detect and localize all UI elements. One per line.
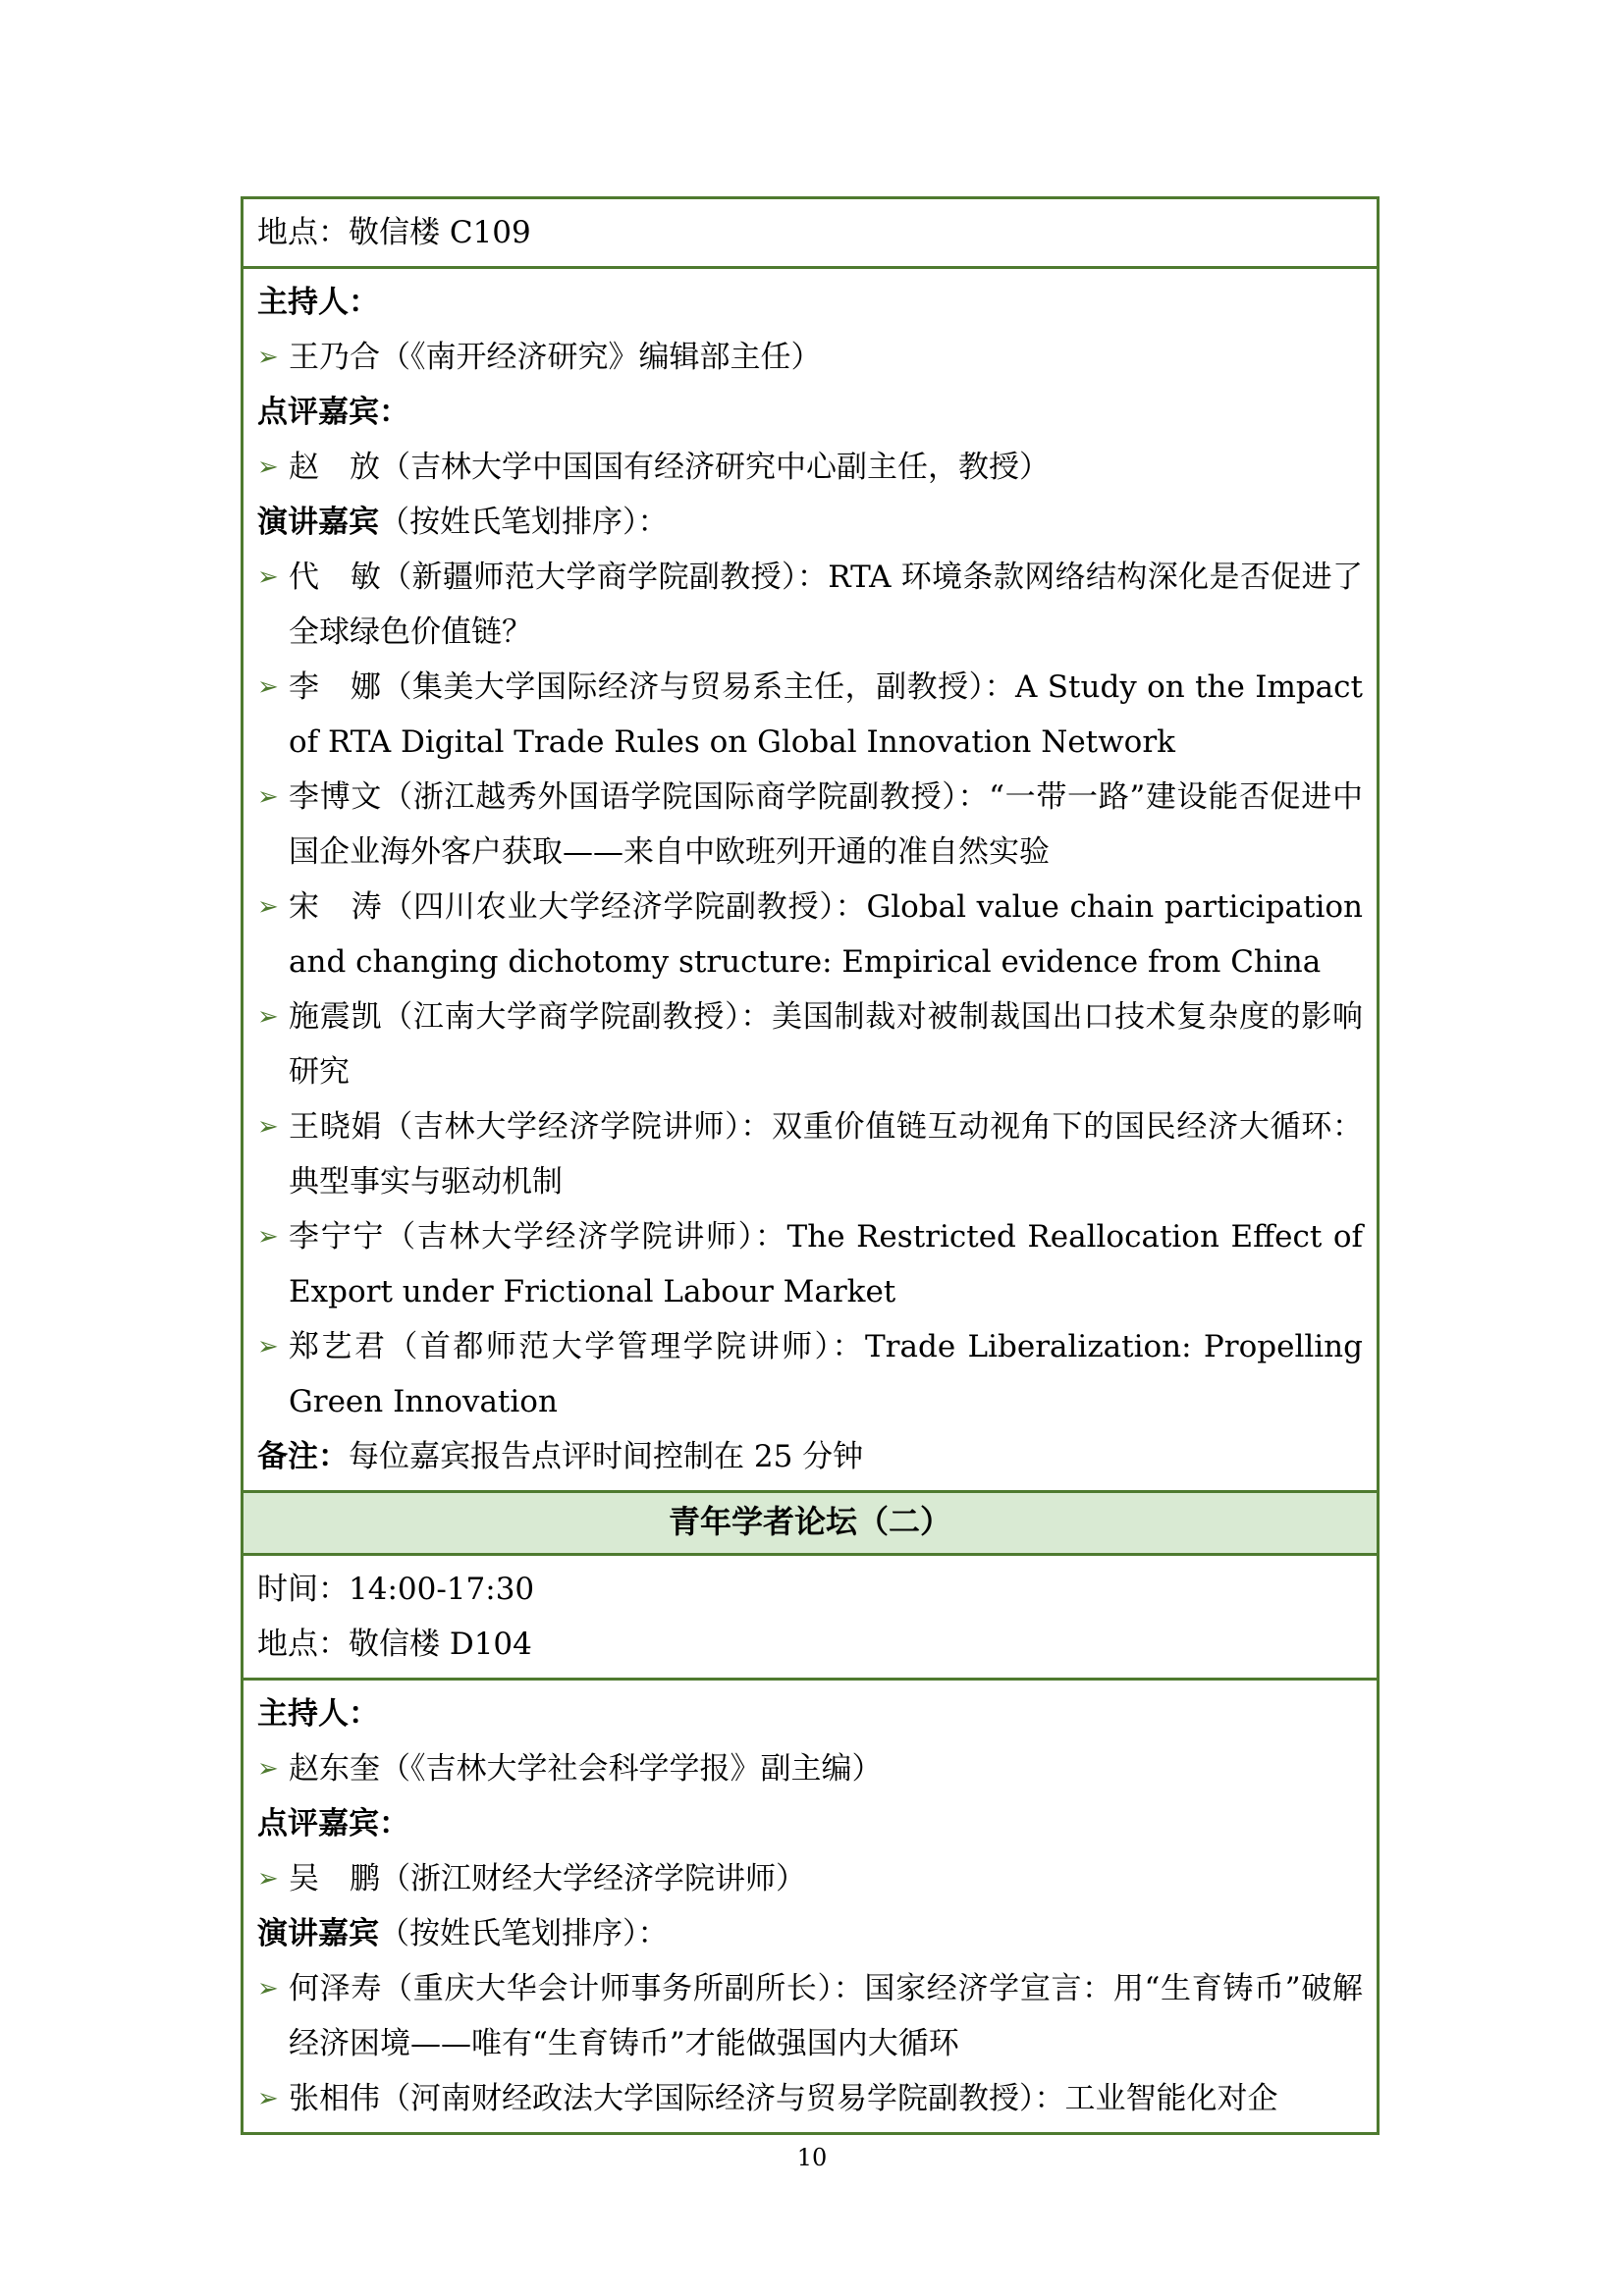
speaker-item bbox=[257, 989, 1363, 1099]
arrow-bullet-icon: ➢ bbox=[257, 672, 279, 702]
page-number: 10 bbox=[796, 2144, 828, 2171]
speaker-item bbox=[257, 550, 1363, 660]
session2-location: 地点：敬信楼 D104 bbox=[257, 1627, 532, 1662]
speakers-heading bbox=[257, 1906, 1363, 1961]
arrow-bullet-icon: ➢ bbox=[257, 1002, 279, 1032]
speaker-text: 王晓娟（吉林大学经济学院讲师）：双重价值链互动视角下的国民经济大循环：典型事实与驱动机制 bbox=[289, 1109, 1363, 1200]
arrow-bullet-icon: ➢ bbox=[257, 2084, 279, 2113]
speaker-item bbox=[257, 2071, 1363, 2126]
commentator-text: 赵 放（吉林大学中国国有经济研究中心副主任，教授） bbox=[289, 450, 1050, 485]
arrow-bullet-icon: ➢ bbox=[257, 343, 279, 372]
arrow-bullet-icon: ➢ bbox=[257, 782, 279, 812]
host-text: 王乃合（《南开经济研究》编辑部主任） bbox=[289, 340, 822, 375]
commentator-item bbox=[257, 440, 1363, 495]
arrow-bullet-icon: ➢ bbox=[257, 1332, 279, 1362]
host-label: 主持人： bbox=[257, 1696, 379, 1732]
arrow-bullet-icon: ➢ bbox=[257, 1222, 279, 1252]
arrow-bullet-icon: ➢ bbox=[257, 453, 279, 482]
session2-title-row bbox=[244, 1493, 1377, 1556]
note-label: 备注： bbox=[257, 1439, 349, 1474]
session2-participants-row bbox=[244, 1681, 1377, 2132]
commentator-text: 吴 鹏（浙江财经大学经济学院讲师） bbox=[289, 1861, 806, 1896]
speaker-item bbox=[257, 1099, 1363, 1209]
arrow-bullet-icon: ➢ bbox=[257, 1974, 279, 2003]
speaker-item bbox=[257, 1961, 1363, 2071]
session2-title: 青年学者论坛（二） bbox=[668, 1503, 951, 1540]
speaker-item bbox=[257, 660, 1363, 770]
commentator-label: 点评嘉宾： bbox=[257, 1806, 409, 1842]
speakers-label: 演讲嘉宾 bbox=[257, 1916, 379, 1951]
note-text: 每位嘉宾报告点评时间控制在 25 分钟 bbox=[349, 1439, 864, 1474]
host-text: 赵东奎（《吉林大学社会科学学报》副主编） bbox=[289, 1751, 883, 1787]
speaker-text: 何泽寿（重庆大华会计师事务所副所长）：国家经济学宣言：用“生育铸币”破解经济困境——唯有“生育铸币”才能做强国内大循环 bbox=[289, 1971, 1363, 2061]
commentator-label: 点评嘉宾： bbox=[257, 395, 409, 430]
speakers-heading bbox=[257, 495, 1363, 550]
speaker-item bbox=[257, 770, 1363, 880]
speaker-text: 李博文（浙江越秀外国语学院国际商学院副教授）：“一带一路”建设能否促进中国企业海外客户获取——来自中欧班列开通的准自然实验 bbox=[289, 779, 1363, 870]
speaker-text: 李宁宁（吉林大学经济学院讲师）：The Restricted Reallocation Effect of Export under Frictional Labour Market bbox=[289, 1219, 1363, 1309]
speaker-text: 张相伟（河南财经政法大学国际经济与贸易学院副教授）：工业智能化对企 bbox=[289, 2081, 1278, 2116]
speaker-text: 施震凯（江南大学商学院副教授）：美国制裁对被制裁国出口技术复杂度的影响研究 bbox=[289, 999, 1363, 1090]
session2-time: 时间：14:00-17:30 bbox=[257, 1572, 535, 1607]
arrow-bullet-icon: ➢ bbox=[257, 1112, 279, 1142]
note-line bbox=[257, 1429, 1363, 1484]
session1-location-row bbox=[244, 199, 1377, 269]
speaker-item bbox=[257, 1209, 1363, 1319]
speaker-item bbox=[257, 1319, 1363, 1429]
speakers-label: 演讲嘉宾 bbox=[257, 505, 379, 540]
host-item bbox=[257, 1741, 1363, 1796]
commentator-item bbox=[257, 1851, 1363, 1906]
speaker-text: 代 敏（新疆师范大学商学院副教授）：RTA 环境条款网络结构深化是否促进了全球绿色价值链？ bbox=[289, 560, 1363, 650]
speaker-text: 郑艺君（首都师范大学管理学院讲师）：Trade Liberalization: Propelling Green Innovation bbox=[289, 1329, 1363, 1419]
arrow-bullet-icon: ➢ bbox=[257, 1864, 279, 1894]
session2-time-location-row bbox=[244, 1556, 1377, 1681]
speaker-item bbox=[257, 880, 1363, 989]
host-item bbox=[257, 330, 1363, 385]
session1-location: 地点：敬信楼 C109 bbox=[257, 215, 531, 250]
speakers-note: （按姓氏笔划排序）： bbox=[379, 505, 669, 540]
schedule-table bbox=[241, 196, 1380, 2135]
session1-participants-row bbox=[244, 269, 1377, 1493]
speakers-note: （按姓氏笔划排序）： bbox=[379, 1916, 669, 1951]
arrow-bullet-icon: ➢ bbox=[257, 892, 279, 922]
arrow-bullet-icon: ➢ bbox=[257, 1754, 279, 1784]
speaker-text: 李 娜（集美大学国际经济与贸易系主任，副教授）：A Study on the Impact of RTA Digital Trade Rules on Global Innovation Network bbox=[289, 669, 1363, 760]
arrow-bullet-icon: ➢ bbox=[257, 562, 279, 592]
speaker-text: 宋 涛（四川农业大学经济学院副教授）：Global value chain participation and changing dichotomy structure: Empirical evidence from China bbox=[289, 889, 1363, 980]
host-label: 主持人： bbox=[257, 285, 379, 320]
